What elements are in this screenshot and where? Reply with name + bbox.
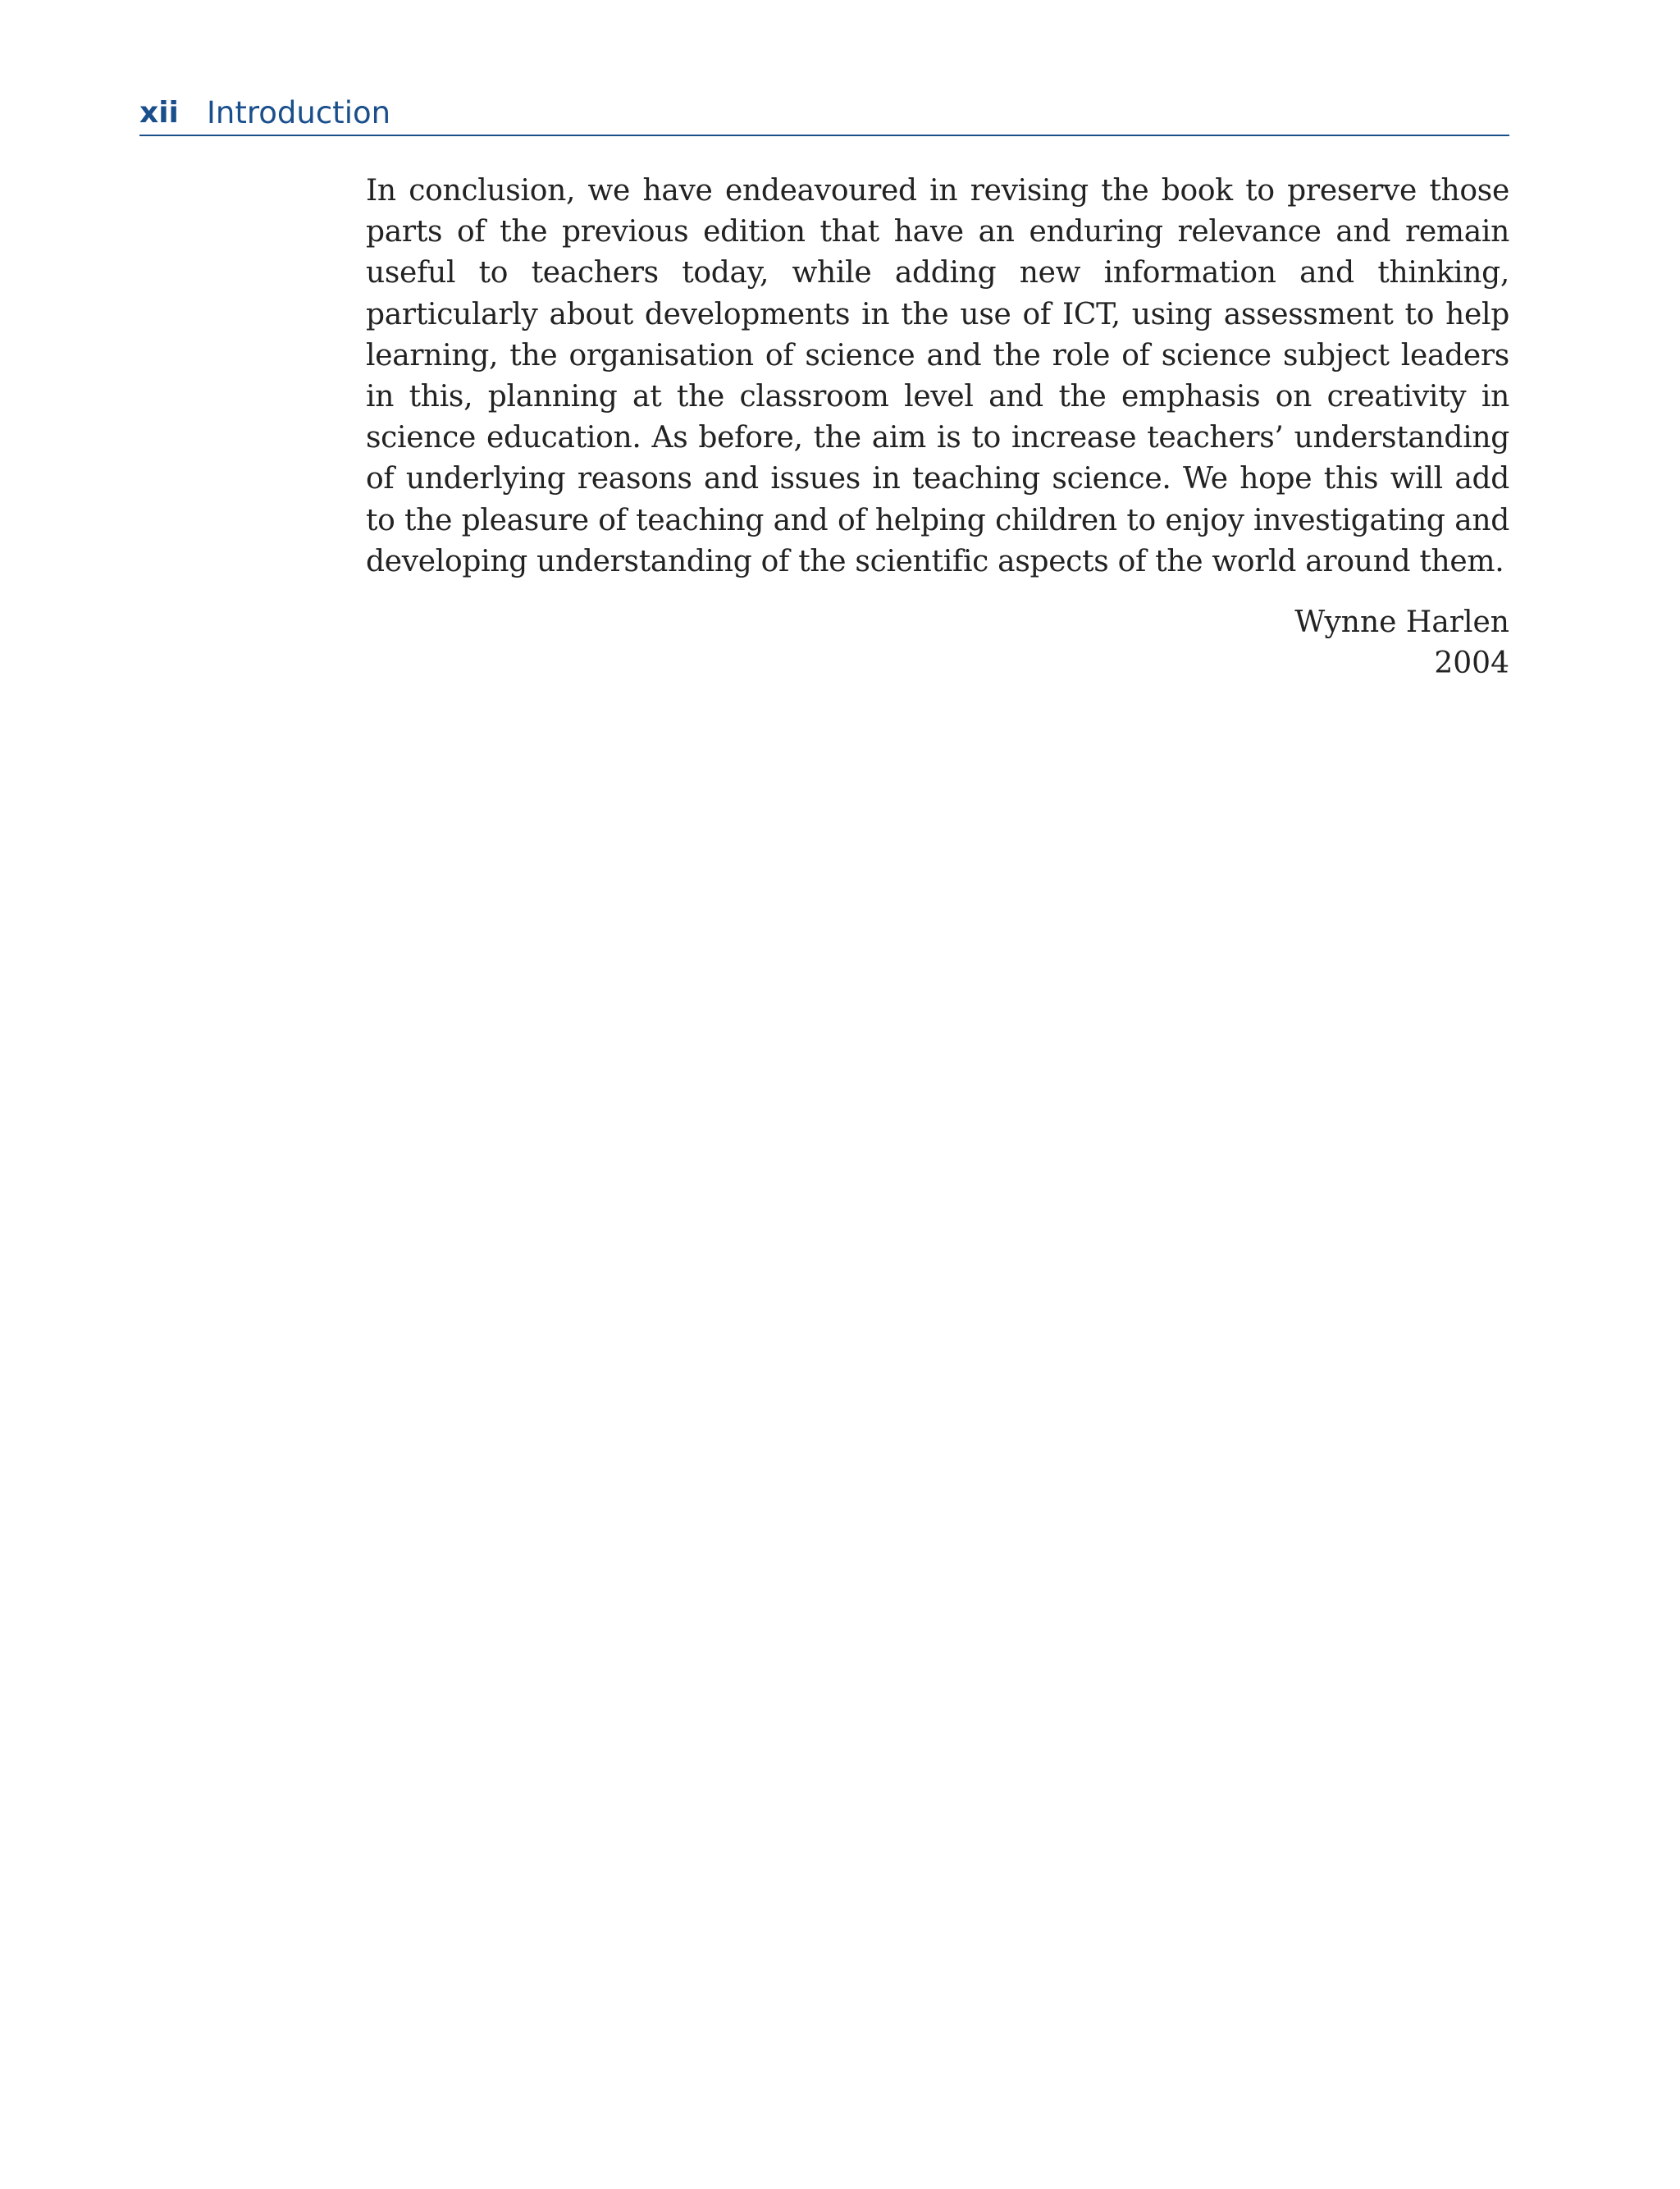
section-title: Introduction (207, 95, 391, 130)
signature-block (366, 602, 1509, 684)
running-head (139, 92, 1509, 136)
signature-year: 2004 (1434, 647, 1509, 680)
author-name: Wynne Harlen (1294, 606, 1509, 639)
page-number: xii (139, 96, 179, 130)
body-paragraph: In conclusion, we have endeavoured in revising the book to preserve those parts of the previous edition that have an enduring relevance and remain useful to teachers today, while adding new information and thinking, particularly about developments in the use of ICT, using assessment to help learning, the organisation of science and the role of science subject leaders in this, planning at the classroom level and the emphasis on creativity in science education. As before, the aim is to increase teachers’ understanding of underlying reasons and issues in teaching science. We hope this will add to the pleasure of teaching and of helping children to enjoy investigating and developing understanding of the scientific aspects of the world around them. (366, 174, 1509, 578)
